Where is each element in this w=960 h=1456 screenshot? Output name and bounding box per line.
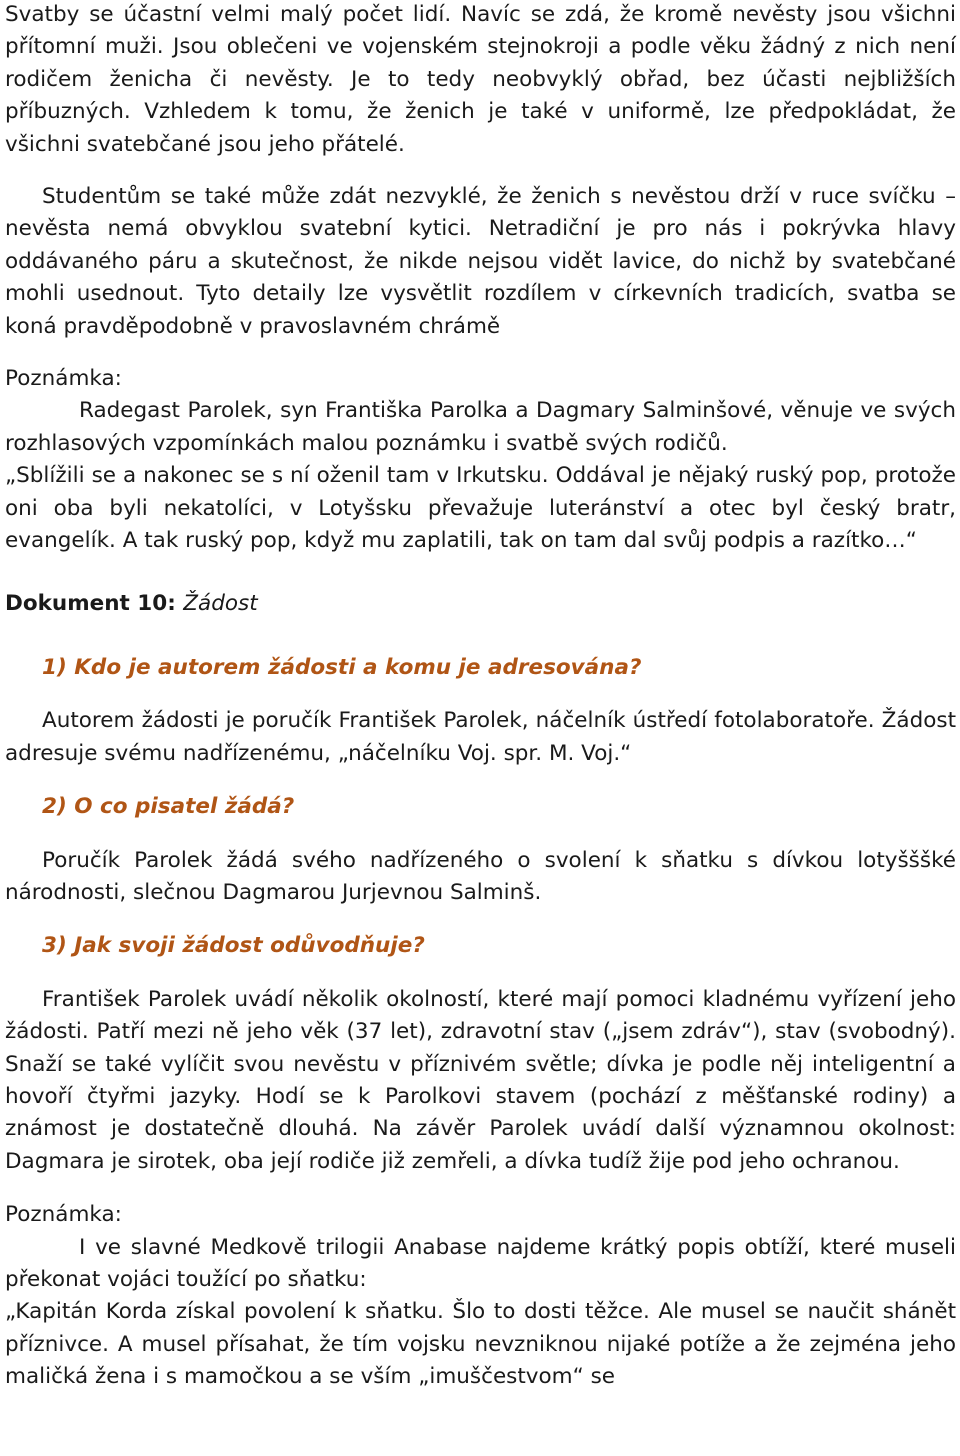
note-radegast-text: Radegast Parolek, syn Františka Parolka a Dagmary Salminšové, věnuje ve svých rozhlasových vzpomínkách malou poznámku i svatbě svých rodičů.	[5, 398, 956, 456]
answer-1: Autorem žádosti je poručík František Parolek, náčelník ústředí fotolaboratoře. Žádost adresuje svému nadřízenému, „náčelníku Voj. spr. M. Voj.“	[5, 708, 956, 766]
question-1: 1) Kdo je autorem žádosti a komu je adresována?	[42, 654, 642, 680]
note-anabase-text: I ve slavné Medkově trilogii Anabase najdeme krátký popis obtíží, které museli překonat vojáci toužící po sňatku:	[5, 1234, 956, 1292]
heading-title: Žádost	[183, 590, 258, 616]
note-label: Poznámka:	[5, 366, 122, 392]
note-radegast-quote: „Sblížili se a nakonec se s ní oženil tam v Irkutsku. Oddával je nějaký ruský pop, protože oni oba byli nekatolíci, v Lotyšsku převažuje luteránství a otec byl český bratr, evangelík. A tak ruský pop, když mu zaplatili, tak on tam dal svůj podpis a razítko…“	[5, 463, 956, 554]
question-3: 3) Jak svoji žádost odůvodňuje?	[42, 933, 425, 959]
paragraph-wedding-guests: Svatby se účastní velmi malý počet lidí. Navíc se zdá, že kromě nevěsty jsou všichni přítomní muži. Jsou oblečeni ve vojenském stejnokroji a podle věku žádný z nich není rodičem ženicha či nevěsty. Je to tedy neobvyklý obřad, bez účasti nejbližších příbuzných. Vzhledem k tomu, že ženich je také v uniformě, lze předpokládat, že všichni svatebčané jsou jeho přátelé.	[5, 2, 956, 157]
paragraph-candle-detail: Studentům se také může zdát nezvyklé, že ženich s nevěstou drží v ruce svíčku – nevěsta nemá obvyklou svatební kytici. Netradiční je pro nás i pokrývka hlavy oddávaného páru a skutečnost, že nikde nejsou vidět lavice, do nichž by svatebčané mohli usednout. Tyto detaily lze vysvětlit rozdílem v církevních tradicích, svatba se koná pravděpodobně v pravoslavném chrámě	[5, 184, 956, 339]
answer-2: Poručík Parolek žádá svého nadřízeného o svolení k sňatku s dívkou lotyšššké národnosti, slečnou Dagmarou Jurjevnou Salminš.	[5, 847, 956, 905]
document-heading	[5, 588, 956, 620]
question-2: 2) O co pisatel žádá?	[42, 794, 295, 820]
note-label-2: Poznámka:	[5, 1202, 122, 1228]
note-anabase-quote: „Kapitán Korda získal povolení k sňatku. Šlo to dosti těžce. Ale musel se naučit shánět příznivce. A musel přísahat, že tím vojsku nevzniknou nijaké potíže a že zejména jeho maličká žena i s mamočkou a se vším „imuščestvom“ se	[5, 1299, 956, 1390]
heading-prefix: Dokument 10:	[5, 590, 176, 616]
answer-3: František Parolek uvádí několik okolností, které mají pomoci kladnému vyřízení jeho žádosti. Patří mezi ně jeho věk (37 let), zdravotní stav („jsem zdráv“), stav (svobodný). Snaží se také vylíčit svou nevěstu v příznivém světle; dívka je podle něj inteligentní a hovoří čtyřmi jazyky. Hodí se k Parolkovi stavem (pochází z měšťanské rodiny) a známost je dostatečně dlouhá. Na závěr Parolek uvádí další významnou okolnost: Dagmara je sirotek, oba její rodiče již zemřeli, a dívka tudíž žije pod jeho ochranou.	[5, 986, 956, 1174]
document-page	[5, 0, 956, 1394]
